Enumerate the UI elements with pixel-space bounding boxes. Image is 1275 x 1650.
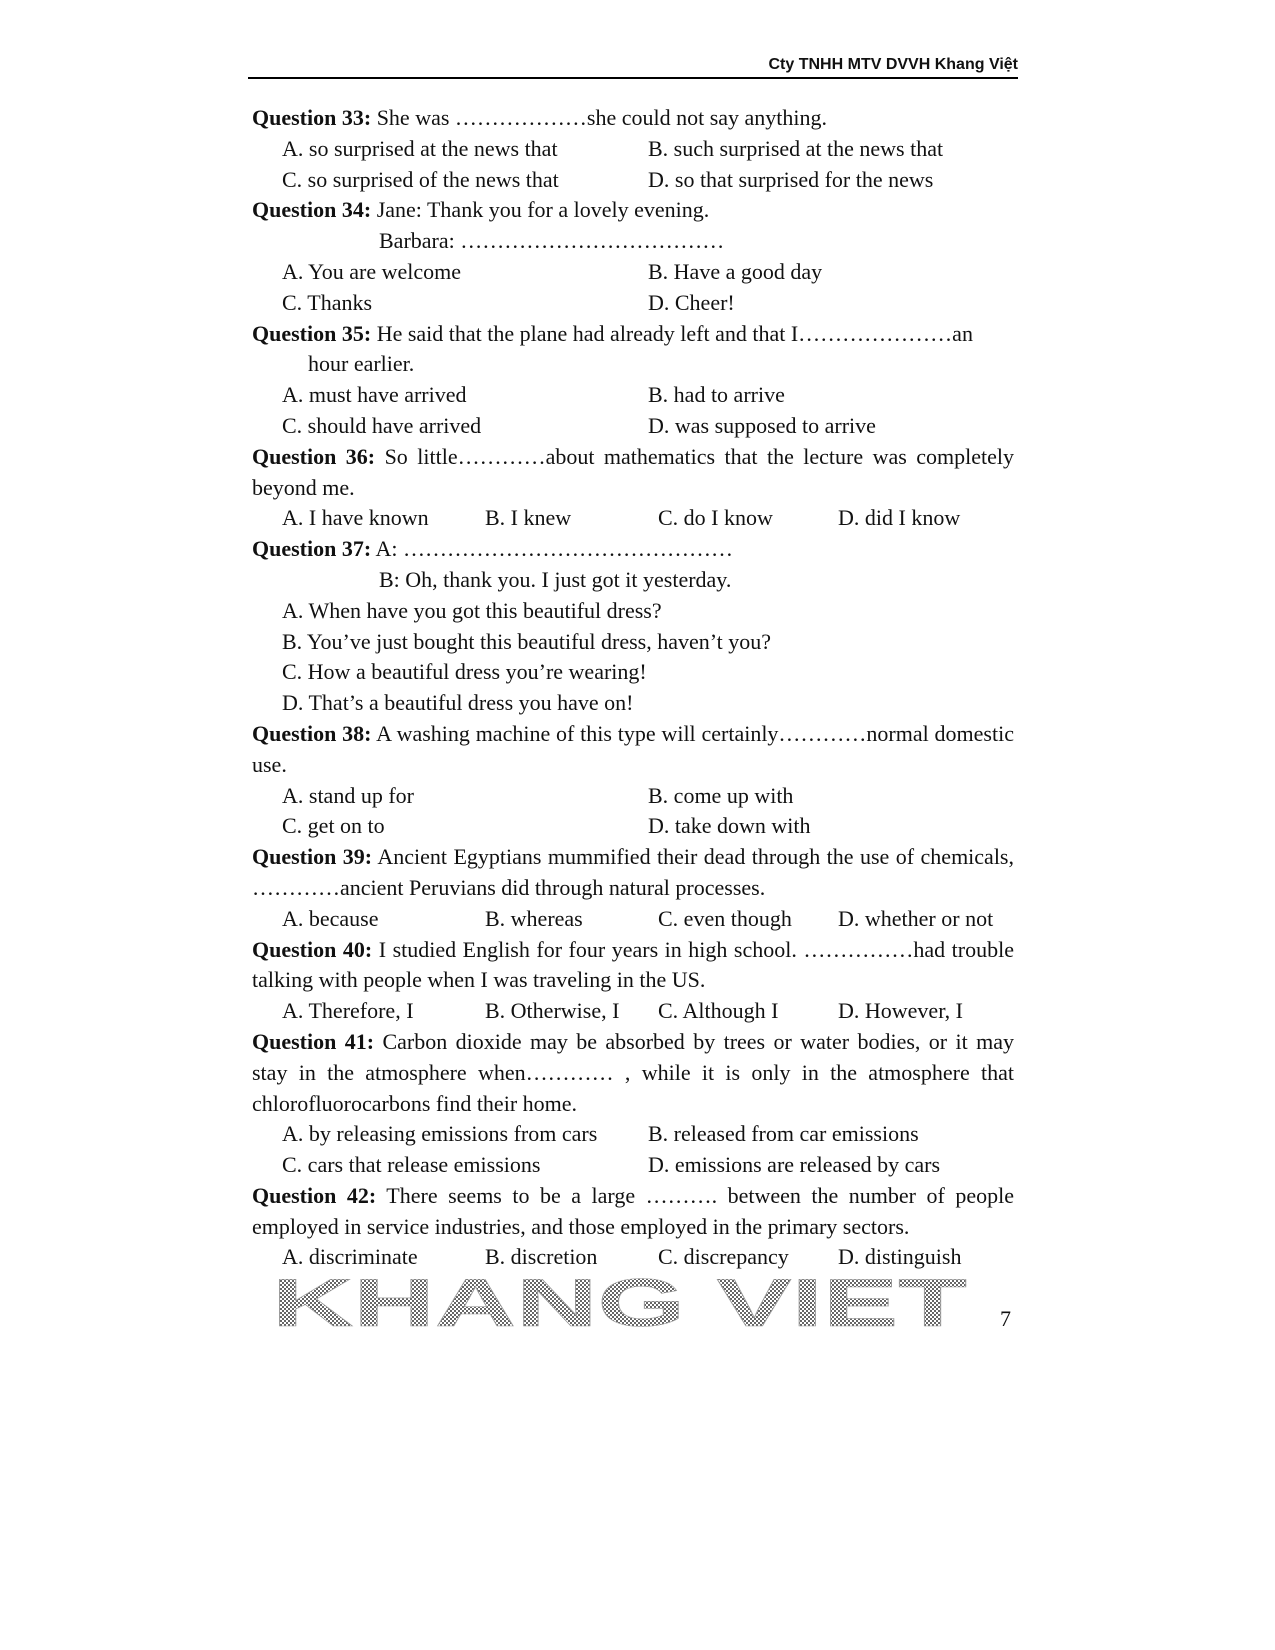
question-stem: There seems to be a large ………. between the number of people employed in service industries, and those employed in the primary sectors. (252, 1182, 1014, 1239)
option-d[interactable]: D. emissions are released by cars (648, 1152, 941, 1178)
option-c[interactable]: C. should have arrived (282, 412, 482, 438)
option-a[interactable]: A. must have arrived (282, 382, 467, 408)
option-b[interactable]: B. released from car emissions (648, 1121, 919, 1147)
question-stem: Carbon dioxide may be absorbed by trees or water bodies, or it may stay in the atmosphere when………… , while it is only in the atmosphere that chlorofluorocarbons find their home. (252, 1028, 1014, 1116)
option-d[interactable]: D. That’s a beautiful dress you have on! (282, 690, 634, 716)
options (252, 781, 1014, 812)
option-a[interactable]: A. because (282, 905, 379, 931)
khang-viet-watermark-logo (272, 1272, 972, 1332)
option-d[interactable]: D. Cheer! (648, 289, 735, 315)
question-35 (252, 319, 1014, 350)
option-c[interactable]: C. discrepancy (658, 1244, 789, 1270)
option-b[interactable]: B. come up with (648, 782, 794, 808)
question-stem: Ancient Egyptians mummified their dead through the use of chemicals, …………ancient Peruvians did through natural processes. (252, 844, 1014, 900)
option-b[interactable]: B. such surprised at the news that (648, 135, 944, 161)
option-a[interactable]: A. You are welcome (282, 258, 462, 284)
publisher-header: Cty TNHH MTV DVVH Khang Việt (768, 56, 1018, 73)
question-label: Question 34: (252, 197, 372, 223)
question-41 (252, 1027, 1014, 1119)
question-label: Question 39: (252, 844, 373, 870)
option-b[interactable]: B. whereas (485, 905, 583, 931)
question-stem: She was ………………she could not say anything. (371, 105, 828, 130)
option-b[interactable]: B. I knew (485, 505, 572, 531)
question-label: Question 35: (252, 320, 372, 346)
question-label: Question 42: (252, 1182, 377, 1208)
option-c[interactable]: C. even though (658, 905, 792, 931)
options (252, 1119, 1014, 1150)
options (252, 904, 1014, 935)
question-stem: I studied English for four years in high school. ……………had trouble talking with people when I was traveling in the US. (252, 936, 1014, 993)
question-stem: A: ……………………………………… (371, 536, 733, 562)
question-stem: He said that the plane had already left and that I…………………an (371, 320, 973, 346)
options (252, 811, 1014, 842)
option-a[interactable]: A. stand up for (282, 782, 414, 808)
question-stem: So little…………about mathematics that the lecture was completely beyond me. (252, 443, 1014, 500)
question-label: Question 37: (252, 536, 372, 562)
option-a[interactable]: A. Therefore, I (282, 998, 414, 1024)
question-40 (252, 935, 1014, 997)
option-a[interactable]: A. by releasing emissions from cars (282, 1121, 598, 1147)
options (252, 288, 1014, 319)
question-label: Question 36: (252, 443, 376, 469)
question-extra: hour earlier. (308, 351, 415, 377)
option-b[interactable]: B. Have a good day (648, 258, 823, 284)
question-37 (252, 534, 1014, 565)
option-d[interactable]: D. was supposed to arrive (648, 412, 876, 438)
question-label: Question 38: (252, 720, 372, 746)
option-d[interactable]: D. take down with (648, 813, 811, 839)
question-extra: B: Oh, thank you. I just got it yesterday. (379, 566, 732, 592)
question-label: Question 33: (252, 105, 372, 130)
option-a[interactable]: A. discriminate (282, 1244, 418, 1270)
options (252, 134, 1014, 165)
options (252, 380, 1014, 411)
question-42 (252, 1181, 1014, 1243)
options (252, 165, 1014, 196)
option-c[interactable]: C. do I know (658, 505, 773, 531)
question-list (252, 103, 1014, 1273)
page-number: 7 (1000, 1306, 1011, 1331)
option-a[interactable]: A. When have you got this beautiful dress? (282, 597, 662, 623)
option-c[interactable]: C. Although I (658, 998, 779, 1024)
options (252, 1242, 1014, 1273)
option-d[interactable]: D. did I know (838, 505, 961, 531)
question-36 (252, 442, 1014, 504)
options (252, 996, 1014, 1027)
option-b[interactable]: B. discretion (485, 1244, 598, 1270)
option-b[interactable]: B. had to arrive (648, 382, 785, 408)
question-label: Question 41: (252, 1028, 375, 1054)
question-stem: Jane: Thank you for a lovely evening. (371, 197, 710, 223)
option-c[interactable]: C. How a beautiful dress you’re wearing! (282, 659, 647, 685)
question-38 (252, 719, 1014, 781)
option-c[interactable]: C. Thanks (282, 289, 373, 315)
question-34 (252, 195, 1014, 226)
option-d[interactable]: D. distinguish (838, 1244, 962, 1270)
question-extra: Barbara: ……………………………… (379, 228, 725, 254)
options (252, 411, 1014, 442)
question-stem: A washing machine of this type will certainly…………normal domestic use. (252, 720, 1014, 777)
question-label: Question 40: (252, 936, 373, 962)
options (252, 1150, 1014, 1181)
option-d[interactable]: D. so that surprised for the news (648, 166, 934, 192)
option-b[interactable]: B. You’ve just bought this beautiful dress, haven’t you? (282, 628, 772, 654)
option-b[interactable]: B. Otherwise, I (485, 998, 620, 1024)
option-d[interactable]: D. whether or not (838, 905, 994, 931)
options (252, 257, 1014, 288)
option-a[interactable]: A. so surprised at the news that (282, 135, 558, 161)
question-39 (252, 842, 1014, 904)
option-c[interactable]: C. cars that release emissions (282, 1152, 541, 1178)
option-d[interactable]: D. However, I (838, 998, 963, 1024)
header-rule (248, 77, 1018, 79)
svg-text:KHANG VIET: KHANG VIET (272, 1272, 967, 1332)
option-c[interactable]: C. get on to (282, 813, 385, 839)
option-c[interactable]: C. so surprised of the news that (282, 166, 559, 192)
question-33 (252, 103, 1014, 134)
options (252, 503, 1014, 534)
option-a[interactable]: A. I have known (282, 505, 429, 531)
